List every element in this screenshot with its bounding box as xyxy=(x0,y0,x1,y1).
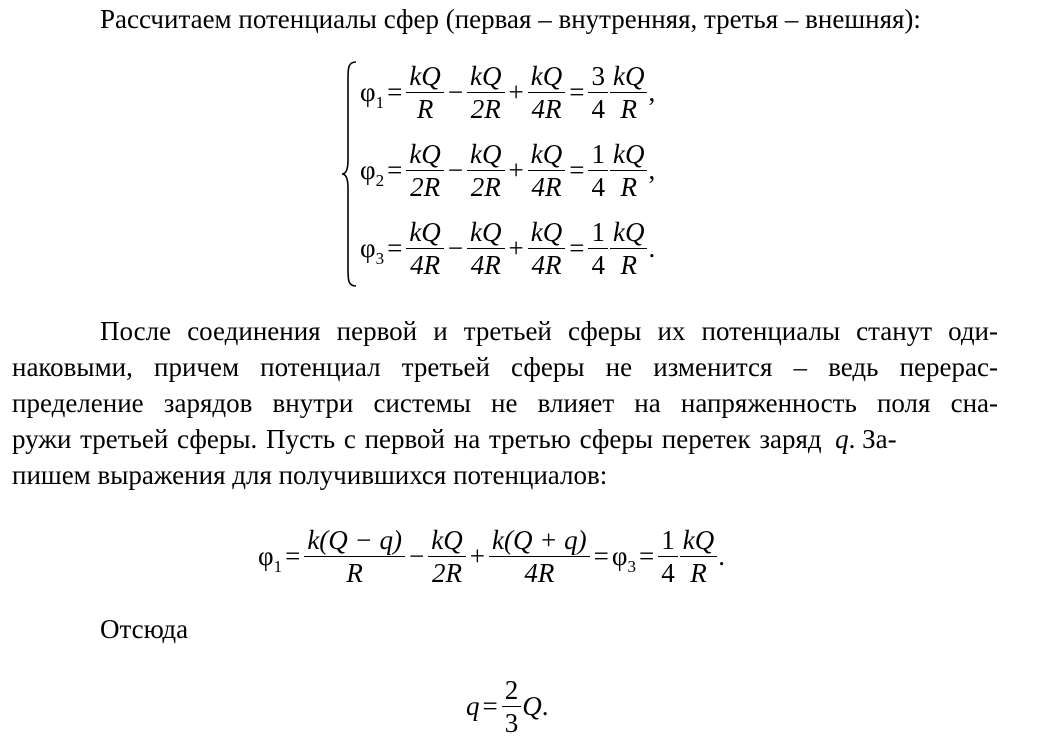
term-1: $\frac{kQ}{4R}$ xyxy=(406,216,443,281)
term-2: $\frac{kQ}{2R}$ xyxy=(467,60,504,125)
fraction-kq-r: $\frac{kQ}{R}$ xyxy=(680,524,717,589)
coefficient: $\frac{1}{4}$ xyxy=(658,524,678,589)
equation-potential-equality: $\varphi_1$ = $\frac{k(Q - q)}{R}$ − $\frac{kQ}{2R}$ + $\frac{k(Q + q)}{4R}$ = $\varphi_3$ = $\frac{1}{4}$ $\frac{kQ}{R}$ . xyxy=(258,524,725,588)
charge-variable: q xyxy=(835,424,849,454)
term-2: $\frac{kQ}{2R}$ xyxy=(467,138,504,203)
paragraph-line-2: наковыми, причем потенциал третьей сферы не изменится – ведь перерас- xyxy=(12,352,998,382)
fraction-kq-r: $\frac{kQ}{R}$ xyxy=(610,216,647,281)
paragraph-line-3: пределение зарядов внутри системы не влияет на напряженность поля сна- xyxy=(12,388,998,418)
result-fraction: $\frac{2}{3}$ xyxy=(502,674,522,739)
paragraph-line-1: После соединения первой и третьей сферы их потенциалы станут оди- xyxy=(100,316,998,346)
hence-text: Отсюда xyxy=(100,614,189,644)
term-3: $\frac{kQ}{4R}$ xyxy=(528,60,565,125)
term-1: $\frac{kQ}{2R}$ xyxy=(406,138,443,203)
phi-symbol: $\varphi_3$ xyxy=(360,232,385,268)
paragraph-line-4-end: . За- xyxy=(848,424,897,454)
phi3-symbol: $\varphi_3$ xyxy=(611,540,636,576)
phi1-symbol: $\varphi_1$ xyxy=(258,540,283,576)
coefficient: $\frac{1}{4}$ xyxy=(588,216,608,281)
fraction-kq-r: $\frac{kQ}{R}$ xyxy=(610,60,647,125)
fraction-3: $\frac{k(Q + q)}{4R}$ xyxy=(489,524,590,589)
system-equation-1: $\varphi_1$ = $\frac{kQ}{R}$ − $\frac{kQ}{2R}$ + $\frac{kQ}{4R}$ = $\frac{3}{4}$ $\frac{kQ}{R}$ , xyxy=(360,60,656,124)
result-rhs: Q xyxy=(522,690,542,721)
fraction-1: $\frac{k(Q - q)}{R}$ xyxy=(304,524,405,589)
intro-text: Рассчитаем потенциалы сфер (первая – внутренняя, третья – внешняя): xyxy=(100,4,921,34)
result-lhs: q xyxy=(466,690,480,721)
system-equation-3: $\varphi_3$ = $\frac{kQ}{4R}$ − $\frac{kQ}{4R}$ + $\frac{kQ}{4R}$ = $\frac{1}{4}$ $\frac{kQ}{R}$ . xyxy=(360,216,656,280)
coefficient: $\frac{3}{4}$ xyxy=(588,60,608,125)
fraction-2: $\frac{kQ}{2R}$ xyxy=(428,524,465,589)
paragraph-line-4 xyxy=(12,424,998,455)
fraction-kq-r: $\frac{kQ}{R}$ xyxy=(610,138,647,203)
paragraph-line-5: пишем выражения для получившихся потенциалов: xyxy=(12,460,608,490)
term-1: $\frac{kQ}{R}$ xyxy=(406,60,443,125)
equation-result: q = $\frac{2}{3}$ Q . xyxy=(466,674,549,738)
term-3: $\frac{kQ}{4R}$ xyxy=(528,138,565,203)
system-equation-2: $\varphi_2$ = $\frac{kQ}{2R}$ − $\frac{kQ}{2R}$ + $\frac{kQ}{4R}$ = $\frac{1}{4}$ $\frac{kQ}{R}$ , xyxy=(360,138,656,202)
phi-symbol: $\varphi_2$ xyxy=(360,154,385,190)
coefficient: $\frac{1}{4}$ xyxy=(588,138,608,203)
term-2: $\frac{kQ}{4R}$ xyxy=(467,216,504,281)
system-brace xyxy=(340,60,358,288)
phi-symbol: $\varphi_1$ xyxy=(360,76,385,112)
term-3: $\frac{kQ}{4R}$ xyxy=(528,216,565,281)
paragraph-line-4-text: ружи третьей сферы. Пусть с первой на третью сферы перетек заряд xyxy=(12,424,822,454)
